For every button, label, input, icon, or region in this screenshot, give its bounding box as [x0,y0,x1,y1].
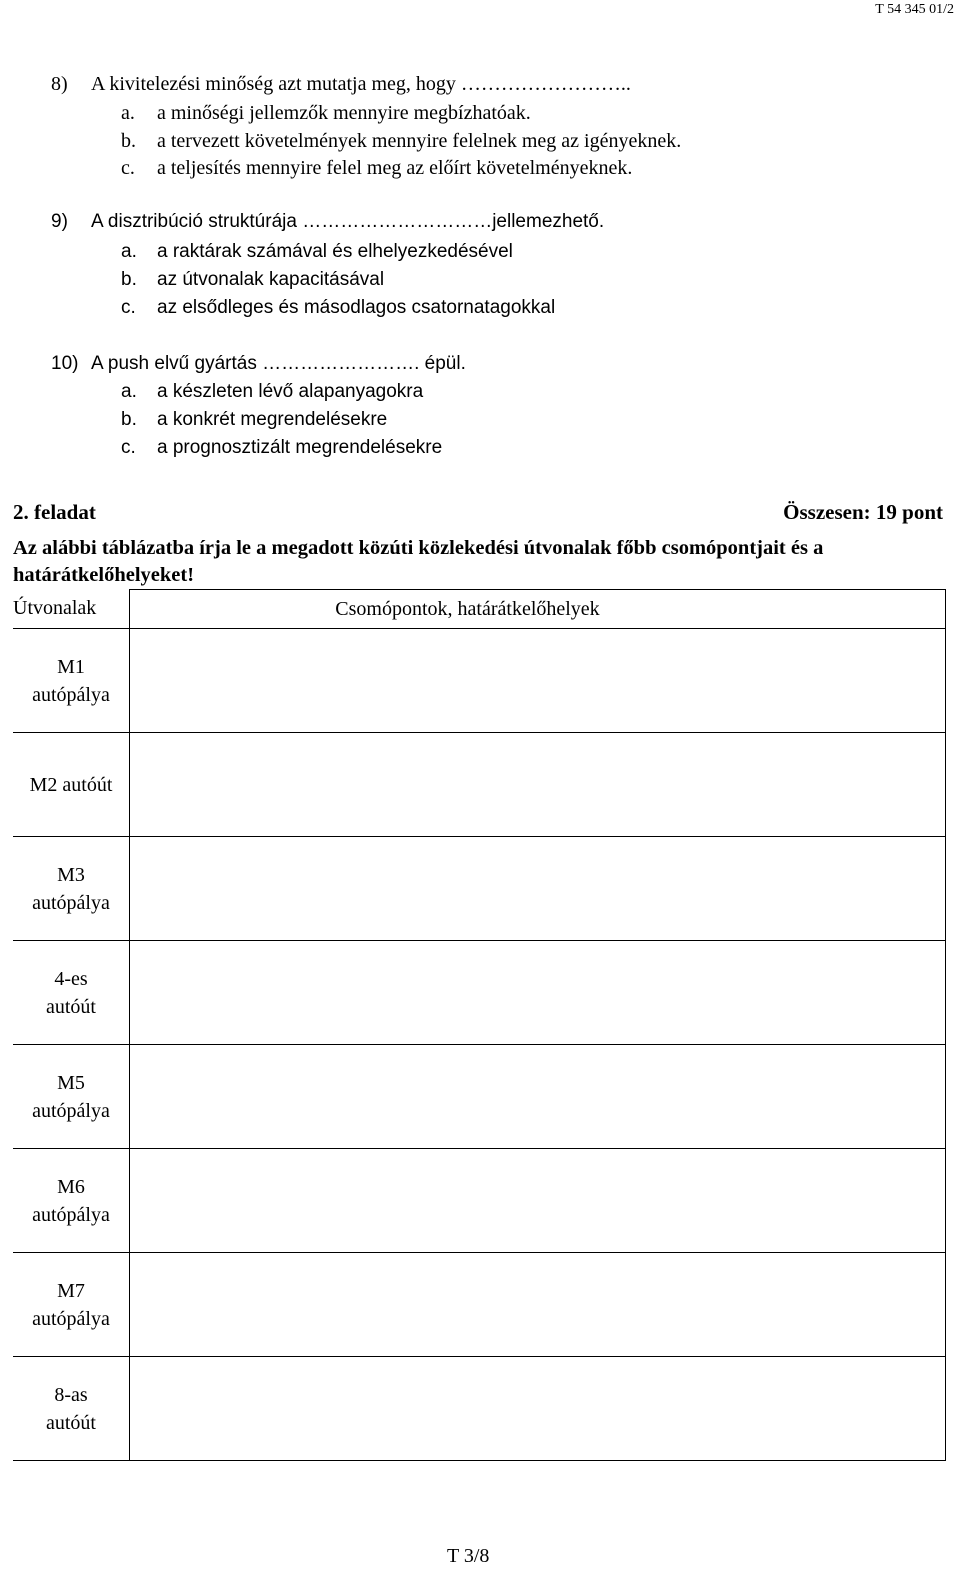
route-line1: M5 [57,1071,85,1094]
answer-cell[interactable] [130,629,946,733]
document-code: T 54 345 01/2 [875,2,954,17]
question-text: A disztribúció struktúrája …………………………jellemezhető. [91,211,605,232]
route-line2: autóút [46,995,96,1018]
route-line1: M6 [57,1175,85,1198]
routes-table [13,589,946,1461]
task-title: 2. feladat [13,500,96,524]
option-text: a raktárak számával és elhelyezkedésével [157,241,513,262]
route-cell [13,1253,130,1357]
table-row [13,1149,946,1253]
option-letter: b. [121,269,137,290]
option-letter: b. [121,130,136,152]
option-text: a prognosztizált megrendelésekre [157,437,443,458]
table-row [13,1357,946,1461]
route-cell [13,837,130,941]
option-text: a konkrét megrendelésekre [157,409,388,430]
route-line1: 4-es [54,967,88,990]
route-cell [13,629,130,733]
route-cell [13,1149,130,1253]
option-letter: b. [121,409,137,430]
option-letter: a. [121,381,137,402]
question-9 [51,211,604,233]
option-letter: c. [121,297,136,318]
route-line2: autópálya [32,1203,110,1226]
option-9c [121,297,555,319]
question-8 [51,73,631,96]
route-line1: M2 autóút [29,773,113,796]
option-text: az elsődleges és másodlagos csatornatagokkal [157,297,556,318]
answer-cell[interactable] [130,1253,946,1357]
table-row [13,1045,946,1149]
table-row [13,629,946,733]
table-row [13,941,946,1045]
route-line2: autóút [46,1411,96,1434]
question-text: A push elvű gyártás ……………………. épül. [91,353,466,374]
option-text: az útvonalak kapacitásával [157,269,385,290]
page-number: T 3/8 [447,1545,490,1567]
answer-cell[interactable] [130,837,946,941]
option-10a [121,381,423,403]
table-row [13,733,946,837]
option-letter: a. [121,102,135,124]
question-10 [51,353,466,375]
answer-cell[interactable] [130,1149,946,1253]
option-10c [121,437,442,459]
route-line1: M1 [57,655,85,678]
task-points: Összesen: 19 pont [783,500,943,524]
option-10b [121,409,387,431]
route-line1: M3 [57,863,85,886]
option-8c [121,157,632,180]
question-number: 10) [51,353,79,374]
route-cell [13,1357,130,1461]
route-cell [13,1045,130,1149]
header-junctions: Csomópontok, határátkelőhelyek [130,590,946,629]
route-line1: M7 [57,1279,85,1302]
route-line2: autópálya [32,1307,110,1330]
route-cell [13,941,130,1045]
header-routes: Útvonalak [13,590,130,629]
option-text: a tervezett követelmények mennyire felelnek meg az igényeknek. [157,130,682,152]
option-9a [121,241,513,263]
table-header-row [13,590,946,629]
answer-cell[interactable] [130,1045,946,1149]
question-number: 9) [51,211,68,232]
task-instruction: Az alábbi táblázatba írja le a megadott közúti közlekedési útvonalak főbb csomópontjait és a határátkelőhelyeket! [13,537,824,586]
route-line2: autópálya [32,891,110,914]
question-number: 8) [51,73,68,95]
route-line1: 8-as [54,1383,88,1406]
option-text: a készleten lévő alapanyagokra [157,381,424,402]
answer-cell[interactable] [130,733,946,837]
route-cell [13,733,130,837]
option-8a [121,102,531,125]
route-line2: autópálya [32,1099,110,1122]
option-letter: a. [121,241,137,262]
option-letter: c. [121,437,136,458]
answer-cell[interactable] [130,941,946,1045]
option-9b [121,269,384,291]
table-row [13,837,946,941]
option-text: a teljesítés mennyire felel meg az előírt követelményeknek. [157,157,633,179]
answer-cell[interactable] [130,1357,946,1461]
route-line2: autópálya [32,683,110,706]
option-text: a minőségi jellemzők mennyire megbízhatóak. [157,102,531,124]
table-row [13,1253,946,1357]
question-text: A kivitelezési minőség azt mutatja meg, hogy …………………….. [91,73,631,95]
option-8b [121,130,681,153]
option-letter: c. [121,157,135,179]
